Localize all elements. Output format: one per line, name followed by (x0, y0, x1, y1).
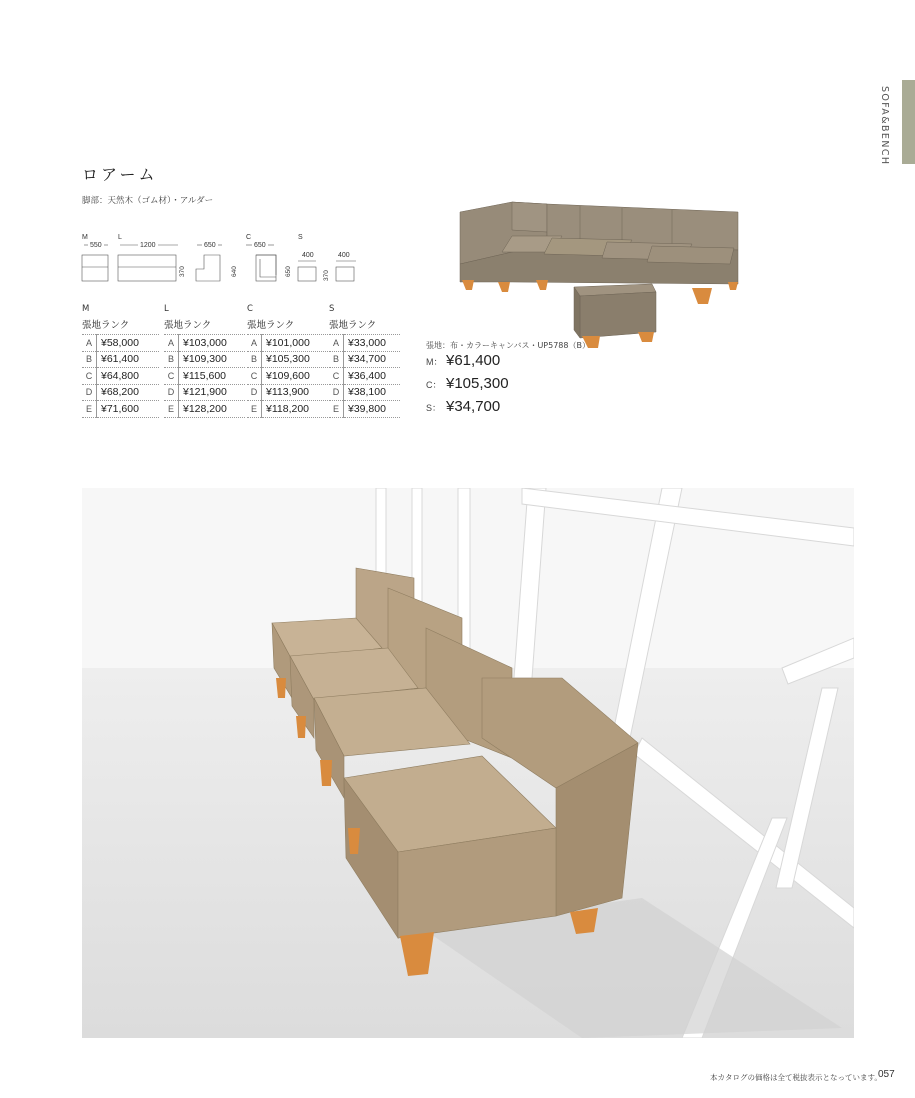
grade-cell: E (247, 401, 262, 418)
dim-height-s: 370 (323, 270, 330, 281)
grade-cell: C (164, 368, 179, 385)
price-cell: ¥61,400 (97, 351, 160, 368)
table-row (247, 368, 328, 385)
dim-width-corner-2: 650 (254, 242, 266, 249)
dim-height-c: 650 (285, 266, 292, 277)
table-row (82, 384, 159, 401)
example-price-label: C： (426, 380, 442, 390)
dim-label-s: S (298, 234, 303, 241)
price-block-s (329, 304, 400, 418)
price-cell: ¥58,000 (97, 335, 160, 352)
grade-cell: B (247, 351, 262, 368)
grade-cell: A (329, 335, 344, 352)
table-row (247, 401, 328, 418)
price-cell: ¥64,800 (97, 368, 160, 385)
dim-width-corner-1: 650 (204, 242, 216, 249)
example-price-value: ¥34,700 (446, 398, 501, 415)
product-title: ロアーム (82, 165, 158, 184)
example-price-s (426, 398, 500, 416)
price-cell: ¥101,000 (262, 335, 329, 352)
price-block-c (247, 304, 328, 418)
dim-width-m: 550 (90, 242, 102, 249)
price-table-l (164, 334, 245, 418)
size-label: S (329, 304, 335, 314)
table-row (82, 335, 159, 352)
rank-header: 張地ランク (329, 320, 377, 331)
lounge-photo (82, 488, 854, 1038)
table-row (329, 401, 400, 418)
grade-cell: D (164, 384, 179, 401)
grade-cell: D (82, 384, 97, 401)
table-row (247, 335, 328, 352)
table-row (82, 351, 159, 368)
price-cell: ¥105,300 (262, 351, 329, 368)
table-row (329, 351, 400, 368)
dim-width-l: 1200 (140, 242, 156, 249)
grade-cell: E (329, 401, 344, 418)
grade-cell: C (329, 368, 344, 385)
price-table-s (329, 334, 400, 418)
price-cell: ¥128,200 (179, 401, 246, 418)
section-tab-marker (902, 80, 915, 164)
price-cell: ¥34,700 (344, 351, 401, 368)
dim-label-c: C (246, 234, 252, 241)
grade-cell: C (82, 368, 97, 385)
example-price-c (426, 375, 509, 393)
dim-label-m: M (82, 234, 88, 241)
fabric-note: 張地：布・カラーキャンバス・UP5788（B） (426, 341, 590, 350)
tax-note: 本カタログの価格は全て税抜表示となっています。 (710, 1073, 882, 1082)
grade-cell: C (247, 368, 262, 385)
grade-cell: B (329, 351, 344, 368)
example-price-m (426, 352, 500, 370)
price-cell: ¥103,000 (179, 335, 246, 352)
table-row (82, 368, 159, 385)
table-row (164, 335, 245, 352)
material-note: 脚部：天然木（ゴム材）・アルダー (82, 196, 214, 206)
price-cell: ¥33,000 (344, 335, 401, 352)
grade-cell: B (164, 351, 179, 368)
price-cell: ¥121,900 (179, 384, 246, 401)
table-row (82, 401, 159, 418)
table-row (329, 368, 400, 385)
rank-header: 張地ランク (247, 320, 295, 331)
dim-label-l: L (118, 234, 122, 241)
price-cell: ¥39,800 (344, 401, 401, 418)
grade-cell: D (329, 384, 344, 401)
grade-cell: E (164, 401, 179, 418)
size-label: M (82, 304, 90, 314)
rank-header: 張地ランク (82, 320, 130, 331)
sectional-sofa-image (452, 192, 744, 352)
grade-cell: A (247, 335, 262, 352)
price-cell: ¥38,100 (344, 384, 401, 401)
table-row (164, 384, 245, 401)
size-label: C (247, 304, 253, 314)
price-cell: ¥115,600 (179, 368, 246, 385)
price-cell: ¥36,400 (344, 368, 401, 385)
grade-cell: A (164, 335, 179, 352)
rank-header: 張地ランク (164, 320, 212, 331)
size-label: L (164, 304, 169, 314)
dim-height-m: 370 (179, 266, 186, 277)
price-cell: ¥109,600 (262, 368, 329, 385)
price-cell: ¥109,300 (179, 351, 246, 368)
price-cell: ¥113,900 (262, 384, 329, 401)
example-price-label: S： (426, 403, 442, 413)
table-row (164, 351, 245, 368)
grade-cell: B (82, 351, 97, 368)
page-number: 057 (878, 1069, 895, 1080)
table-row (329, 384, 400, 401)
table-row (247, 384, 328, 401)
table-row (164, 401, 245, 418)
price-cell: ¥68,200 (97, 384, 160, 401)
grade-cell: E (82, 401, 97, 418)
price-table-c (247, 334, 328, 418)
dimension-diagrams (80, 231, 380, 291)
grade-cell: A (82, 335, 97, 352)
price-cell: ¥71,600 (97, 401, 160, 418)
grade-cell: D (247, 384, 262, 401)
price-table-m (82, 334, 159, 418)
dim-width-s-1: 400 (302, 252, 314, 259)
table-row (329, 335, 400, 352)
price-block-l (164, 304, 245, 418)
table-row (247, 351, 328, 368)
example-price-value: ¥61,400 (446, 352, 501, 369)
example-price-value: ¥105,300 (446, 375, 509, 392)
table-row (164, 368, 245, 385)
price-cell: ¥118,200 (262, 401, 329, 418)
section-label: SOFA&BENCH (879, 86, 890, 166)
dim-height-l: 640 (231, 266, 238, 277)
price-block-m (82, 304, 159, 418)
dim-width-s-2: 400 (338, 252, 350, 259)
example-price-label: M： (426, 357, 443, 367)
